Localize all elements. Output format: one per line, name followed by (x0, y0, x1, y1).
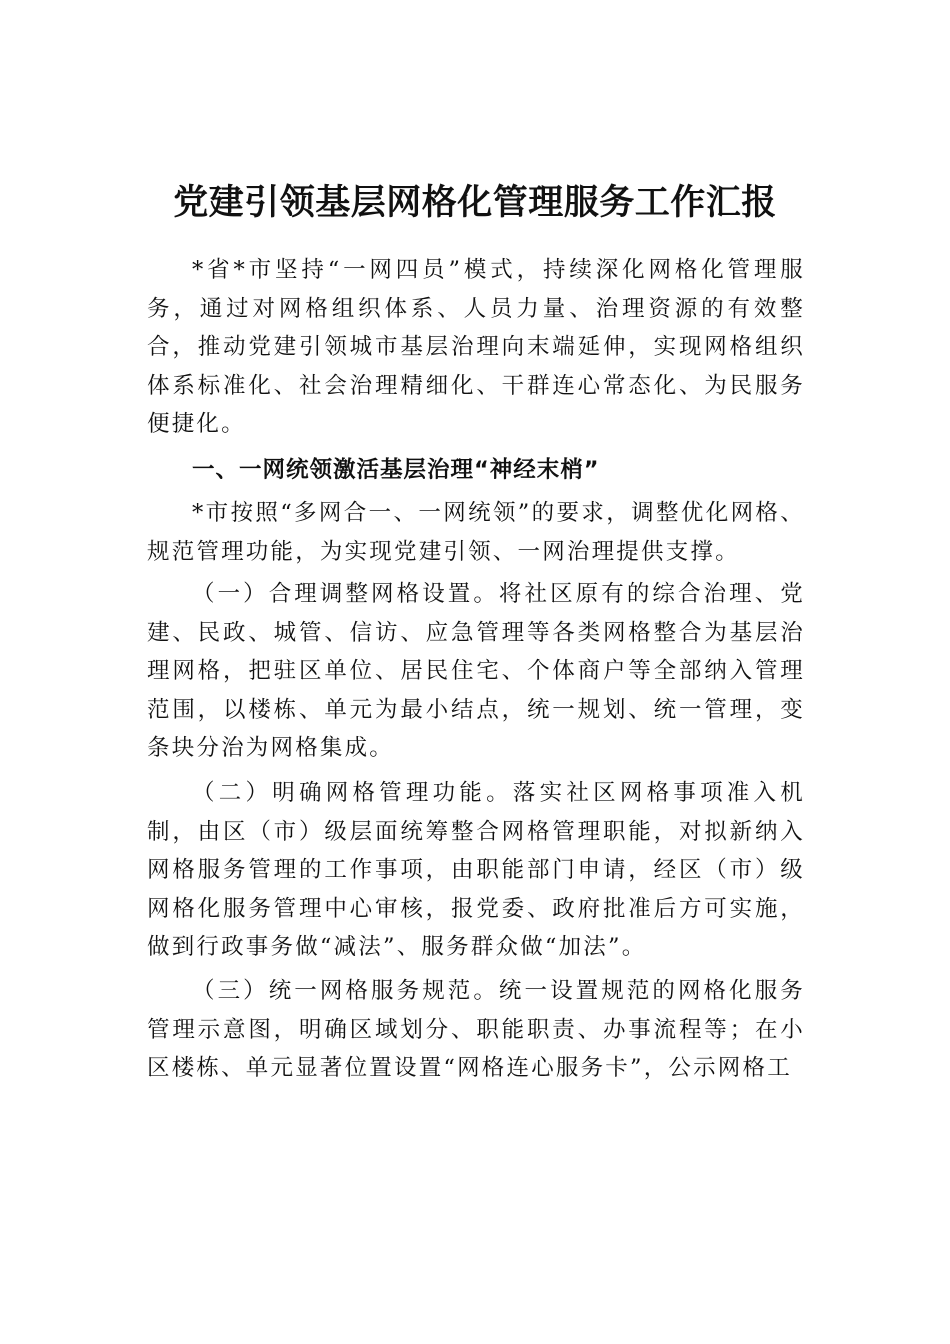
section-item-paragraph: （二）明确网格管理功能。落实社区网格事项准入机制，由区（市）级层面统筹整合网格管理职能，对拟新纳入网格服务管理的工作事项，由职能部门申请，经区（市）级网格化服务管理中心审核，报党委、政府批准后方可实施，做到行政事务做“减法”、服务群众做“加法”。 (147, 780, 805, 960)
section-item-paragraph: （一）合理调整网格设置。将社区原有的综合治理、党建、民政、城管、信访、应急管理等各类网格整合为基层治理网格，把驻区单位、居民住宅、个体商户等全部纳入管理范围，以楼栋、单元为最小结点，统一规划、统一管理，变条块分治为网格集成。 (147, 581, 805, 761)
document-title: 党建引领基层网格化管理服务工作汇报 (173, 182, 777, 224)
intro-paragraph: *省*市坚持“一网四员”模式，持续深化网格化管理服务，通过对网格组织体系、人员力量、治理资源的有效整合，推动党建引领城市基层治理向末端延伸，实现网格组织体系标准化、社会治理精细化、干群连心常态化、为民服务便捷化。 (147, 257, 805, 437)
section-item-paragraph: （三）统一网格服务规范。统一设置规范的网格化服务管理示意图，明确区域划分、职能职责、办事流程等；在小区楼栋、单元显著位置设置“网格连心服务卡”，公示网格工 (147, 978, 805, 1081)
section-heading: 一、一网统领激活基层治理“神经末梢” (192, 457, 600, 483)
section-intro-paragraph: *市按照“多网合一、一网统领”的要求，调整优化网格、规范管理功能，为实现党建引领、一网治理提供支撑。 (147, 500, 805, 565)
